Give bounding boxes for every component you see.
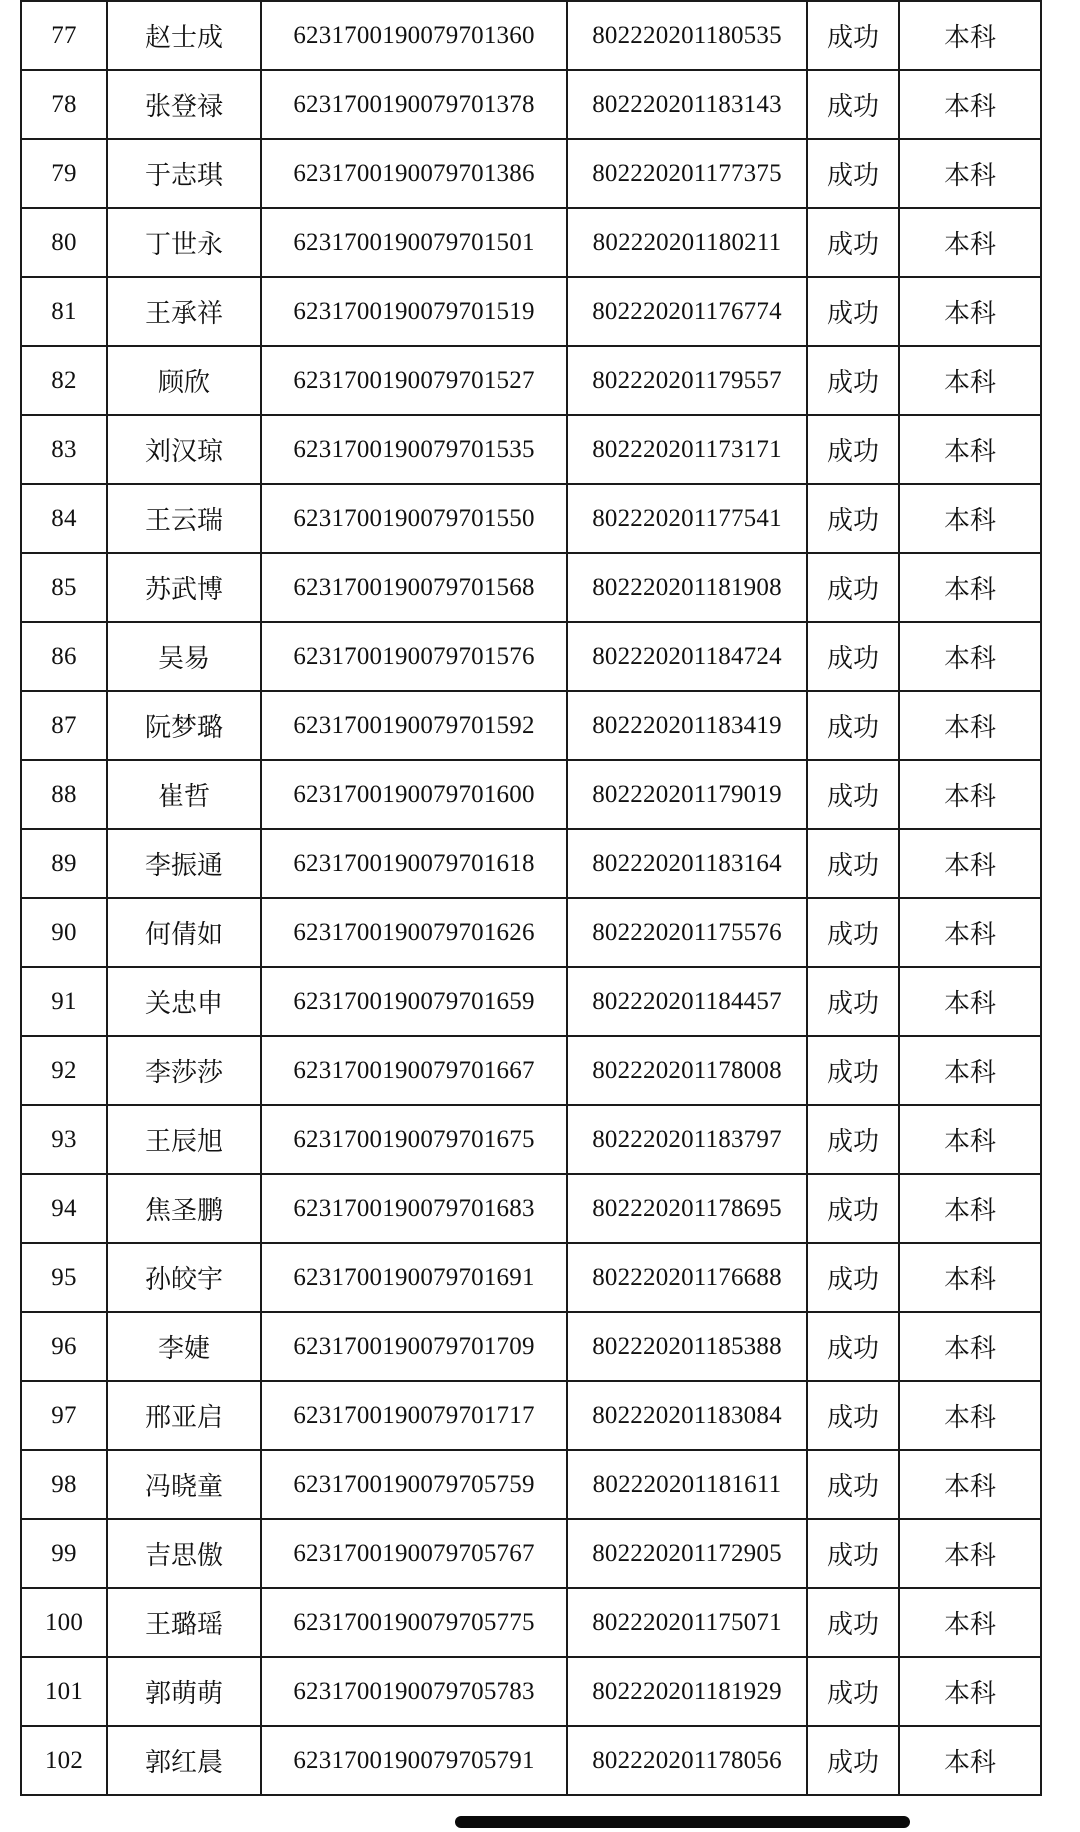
account-code-cell: 802220201177541 [567, 484, 807, 553]
education-level-cell: 本科 [899, 1450, 1041, 1519]
name-cell: 关忠申 [107, 967, 261, 1036]
row-number-cell: 100 [21, 1588, 107, 1657]
education-level-cell: 本科 [899, 898, 1041, 967]
account-code-cell: 802220201183084 [567, 1381, 807, 1450]
table-row [21, 1726, 1041, 1795]
name-cell: 王璐瑶 [107, 1588, 261, 1657]
row-number-cell: 88 [21, 760, 107, 829]
card-number-cell: 6231700190079701691 [261, 1243, 567, 1312]
card-number-cell: 6231700190079701667 [261, 1036, 567, 1105]
account-code-cell: 802220201185388 [567, 1312, 807, 1381]
name-cell: 苏武博 [107, 553, 261, 622]
card-number-cell: 6231700190079705775 [261, 1588, 567, 1657]
table-row [21, 484, 1041, 553]
row-number-cell: 80 [21, 208, 107, 277]
education-level-cell: 本科 [899, 1, 1041, 70]
status-cell: 成功 [807, 691, 899, 760]
name-cell: 李振通 [107, 829, 261, 898]
row-number-cell: 85 [21, 553, 107, 622]
education-level-cell: 本科 [899, 1312, 1041, 1381]
table-row [21, 1174, 1041, 1243]
education-level-cell: 本科 [899, 1726, 1041, 1795]
education-level-cell: 本科 [899, 1036, 1041, 1105]
row-number-cell: 98 [21, 1450, 107, 1519]
card-number-cell: 6231700190079701386 [261, 139, 567, 208]
row-number-cell: 96 [21, 1312, 107, 1381]
card-number-cell: 6231700190079701527 [261, 346, 567, 415]
education-level-cell: 本科 [899, 553, 1041, 622]
name-cell: 刘汉琼 [107, 415, 261, 484]
row-number-cell: 82 [21, 346, 107, 415]
card-number-cell: 6231700190079701592 [261, 691, 567, 760]
status-cell: 成功 [807, 1588, 899, 1657]
table-row [21, 1450, 1041, 1519]
card-number-cell: 6231700190079701709 [261, 1312, 567, 1381]
row-number-cell: 101 [21, 1657, 107, 1726]
name-cell: 郭红晨 [107, 1726, 261, 1795]
education-level-cell: 本科 [899, 70, 1041, 139]
education-level-cell: 本科 [899, 1588, 1041, 1657]
row-number-cell: 92 [21, 1036, 107, 1105]
name-cell: 赵士成 [107, 1, 261, 70]
name-cell: 邢亚启 [107, 1381, 261, 1450]
row-number-cell: 97 [21, 1381, 107, 1450]
card-number-cell: 6231700190079705767 [261, 1519, 567, 1588]
table-row [21, 622, 1041, 691]
status-cell: 成功 [807, 1726, 899, 1795]
row-number-cell: 102 [21, 1726, 107, 1795]
name-cell: 阮梦璐 [107, 691, 261, 760]
table-row [21, 1588, 1041, 1657]
education-level-cell: 本科 [899, 1174, 1041, 1243]
name-cell: 焦圣鹏 [107, 1174, 261, 1243]
education-level-cell: 本科 [899, 829, 1041, 898]
roster-table-body [21, 1, 1041, 1795]
card-number-cell: 6231700190079701675 [261, 1105, 567, 1174]
roster-table [20, 0, 1042, 1796]
row-number-cell: 91 [21, 967, 107, 1036]
account-code-cell: 802220201183164 [567, 829, 807, 898]
account-code-cell: 802220201183797 [567, 1105, 807, 1174]
table-row [21, 415, 1041, 484]
name-cell: 郭萌萌 [107, 1657, 261, 1726]
status-cell: 成功 [807, 553, 899, 622]
table-row [21, 277, 1041, 346]
education-level-cell: 本科 [899, 1519, 1041, 1588]
account-code-cell: 802220201179557 [567, 346, 807, 415]
table-row [21, 1105, 1041, 1174]
card-number-cell: 6231700190079701519 [261, 277, 567, 346]
status-cell: 成功 [807, 760, 899, 829]
status-cell: 成功 [807, 139, 899, 208]
row-number-cell: 78 [21, 70, 107, 139]
card-number-cell: 6231700190079701568 [261, 553, 567, 622]
status-cell: 成功 [807, 484, 899, 553]
card-number-cell: 6231700190079701378 [261, 70, 567, 139]
row-number-cell: 93 [21, 1105, 107, 1174]
table-row [21, 1657, 1041, 1726]
account-code-cell: 802220201172905 [567, 1519, 807, 1588]
status-cell: 成功 [807, 208, 899, 277]
name-cell: 王辰旭 [107, 1105, 261, 1174]
name-cell: 李婕 [107, 1312, 261, 1381]
row-number-cell: 87 [21, 691, 107, 760]
name-cell: 丁世永 [107, 208, 261, 277]
account-code-cell: 802220201175071 [567, 1588, 807, 1657]
account-code-cell: 802220201180535 [567, 1, 807, 70]
name-cell: 王云瑞 [107, 484, 261, 553]
name-cell: 孙皎宇 [107, 1243, 261, 1312]
account-code-cell: 802220201178056 [567, 1726, 807, 1795]
table-row [21, 1243, 1041, 1312]
table-row [21, 208, 1041, 277]
card-number-cell: 6231700190079701501 [261, 208, 567, 277]
education-level-cell: 本科 [899, 1657, 1041, 1726]
row-number-cell: 84 [21, 484, 107, 553]
status-cell: 成功 [807, 415, 899, 484]
card-number-cell: 6231700190079701550 [261, 484, 567, 553]
education-level-cell: 本科 [899, 415, 1041, 484]
account-code-cell: 802220201180211 [567, 208, 807, 277]
account-code-cell: 802220201183143 [567, 70, 807, 139]
account-code-cell: 802220201184457 [567, 967, 807, 1036]
row-number-cell: 90 [21, 898, 107, 967]
status-cell: 成功 [807, 1381, 899, 1450]
education-level-cell: 本科 [899, 484, 1041, 553]
name-cell: 崔哲 [107, 760, 261, 829]
name-cell: 李莎莎 [107, 1036, 261, 1105]
education-level-cell: 本科 [899, 760, 1041, 829]
card-number-cell: 6231700190079701535 [261, 415, 567, 484]
status-cell: 成功 [807, 1036, 899, 1105]
row-number-cell: 94 [21, 1174, 107, 1243]
row-number-cell: 77 [21, 1, 107, 70]
table-row [21, 139, 1041, 208]
education-level-cell: 本科 [899, 208, 1041, 277]
card-number-cell: 6231700190079705791 [261, 1726, 567, 1795]
status-cell: 成功 [807, 1450, 899, 1519]
table-row [21, 691, 1041, 760]
account-code-cell: 802220201177375 [567, 139, 807, 208]
status-cell: 成功 [807, 1312, 899, 1381]
table-row [21, 1, 1041, 70]
account-code-cell: 802220201179019 [567, 760, 807, 829]
row-number-cell: 83 [21, 415, 107, 484]
name-cell: 吉思傲 [107, 1519, 261, 1588]
card-number-cell: 6231700190079705783 [261, 1657, 567, 1726]
account-code-cell: 802220201173171 [567, 415, 807, 484]
name-cell: 张登禄 [107, 70, 261, 139]
table-row [21, 1312, 1041, 1381]
status-cell: 成功 [807, 829, 899, 898]
account-code-cell: 802220201181611 [567, 1450, 807, 1519]
account-code-cell: 802220201184724 [567, 622, 807, 691]
name-cell: 何倩如 [107, 898, 261, 967]
status-cell: 成功 [807, 1657, 899, 1726]
name-cell: 吴易 [107, 622, 261, 691]
card-number-cell: 6231700190079701618 [261, 829, 567, 898]
card-number-cell: 6231700190079701659 [261, 967, 567, 1036]
account-code-cell: 802220201176688 [567, 1243, 807, 1312]
row-number-cell: 99 [21, 1519, 107, 1588]
row-number-cell: 86 [21, 622, 107, 691]
account-code-cell: 802220201176774 [567, 277, 807, 346]
name-cell: 于志琪 [107, 139, 261, 208]
account-code-cell: 802220201178008 [567, 1036, 807, 1105]
account-code-cell: 802220201175576 [567, 898, 807, 967]
row-number-cell: 79 [21, 139, 107, 208]
table-row [21, 346, 1041, 415]
account-code-cell: 802220201178695 [567, 1174, 807, 1243]
status-cell: 成功 [807, 898, 899, 967]
card-number-cell: 6231700190079705759 [261, 1450, 567, 1519]
account-code-cell: 802220201183419 [567, 691, 807, 760]
status-cell: 成功 [807, 1, 899, 70]
status-cell: 成功 [807, 70, 899, 139]
education-level-cell: 本科 [899, 622, 1041, 691]
status-cell: 成功 [807, 1105, 899, 1174]
row-number-cell: 89 [21, 829, 107, 898]
table-row [21, 898, 1041, 967]
account-code-cell: 802220201181908 [567, 553, 807, 622]
row-number-cell: 95 [21, 1243, 107, 1312]
education-level-cell: 本科 [899, 139, 1041, 208]
education-level-cell: 本科 [899, 1105, 1041, 1174]
table-row [21, 760, 1041, 829]
education-level-cell: 本科 [899, 1243, 1041, 1312]
education-level-cell: 本科 [899, 967, 1041, 1036]
card-number-cell: 6231700190079701576 [261, 622, 567, 691]
card-number-cell: 6231700190079701683 [261, 1174, 567, 1243]
table-row [21, 553, 1041, 622]
table-row [21, 1381, 1041, 1450]
home-indicator-bar[interactable] [455, 1816, 910, 1828]
education-level-cell: 本科 [899, 1381, 1041, 1450]
education-level-cell: 本科 [899, 277, 1041, 346]
table-row [21, 1036, 1041, 1105]
status-cell: 成功 [807, 967, 899, 1036]
status-cell: 成功 [807, 1519, 899, 1588]
education-level-cell: 本科 [899, 346, 1041, 415]
table-row [21, 829, 1041, 898]
education-level-cell: 本科 [899, 691, 1041, 760]
table-row [21, 967, 1041, 1036]
status-cell: 成功 [807, 277, 899, 346]
card-number-cell: 6231700190079701626 [261, 898, 567, 967]
name-cell: 冯晓童 [107, 1450, 261, 1519]
status-cell: 成功 [807, 622, 899, 691]
card-number-cell: 6231700190079701360 [261, 1, 567, 70]
status-cell: 成功 [807, 1243, 899, 1312]
card-number-cell: 6231700190079701717 [261, 1381, 567, 1450]
name-cell: 王承祥 [107, 277, 261, 346]
row-number-cell: 81 [21, 277, 107, 346]
card-number-cell: 6231700190079701600 [261, 760, 567, 829]
status-cell: 成功 [807, 1174, 899, 1243]
status-cell: 成功 [807, 346, 899, 415]
table-row [21, 1519, 1041, 1588]
account-code-cell: 802220201181929 [567, 1657, 807, 1726]
name-cell: 顾欣 [107, 346, 261, 415]
table-row [21, 70, 1041, 139]
